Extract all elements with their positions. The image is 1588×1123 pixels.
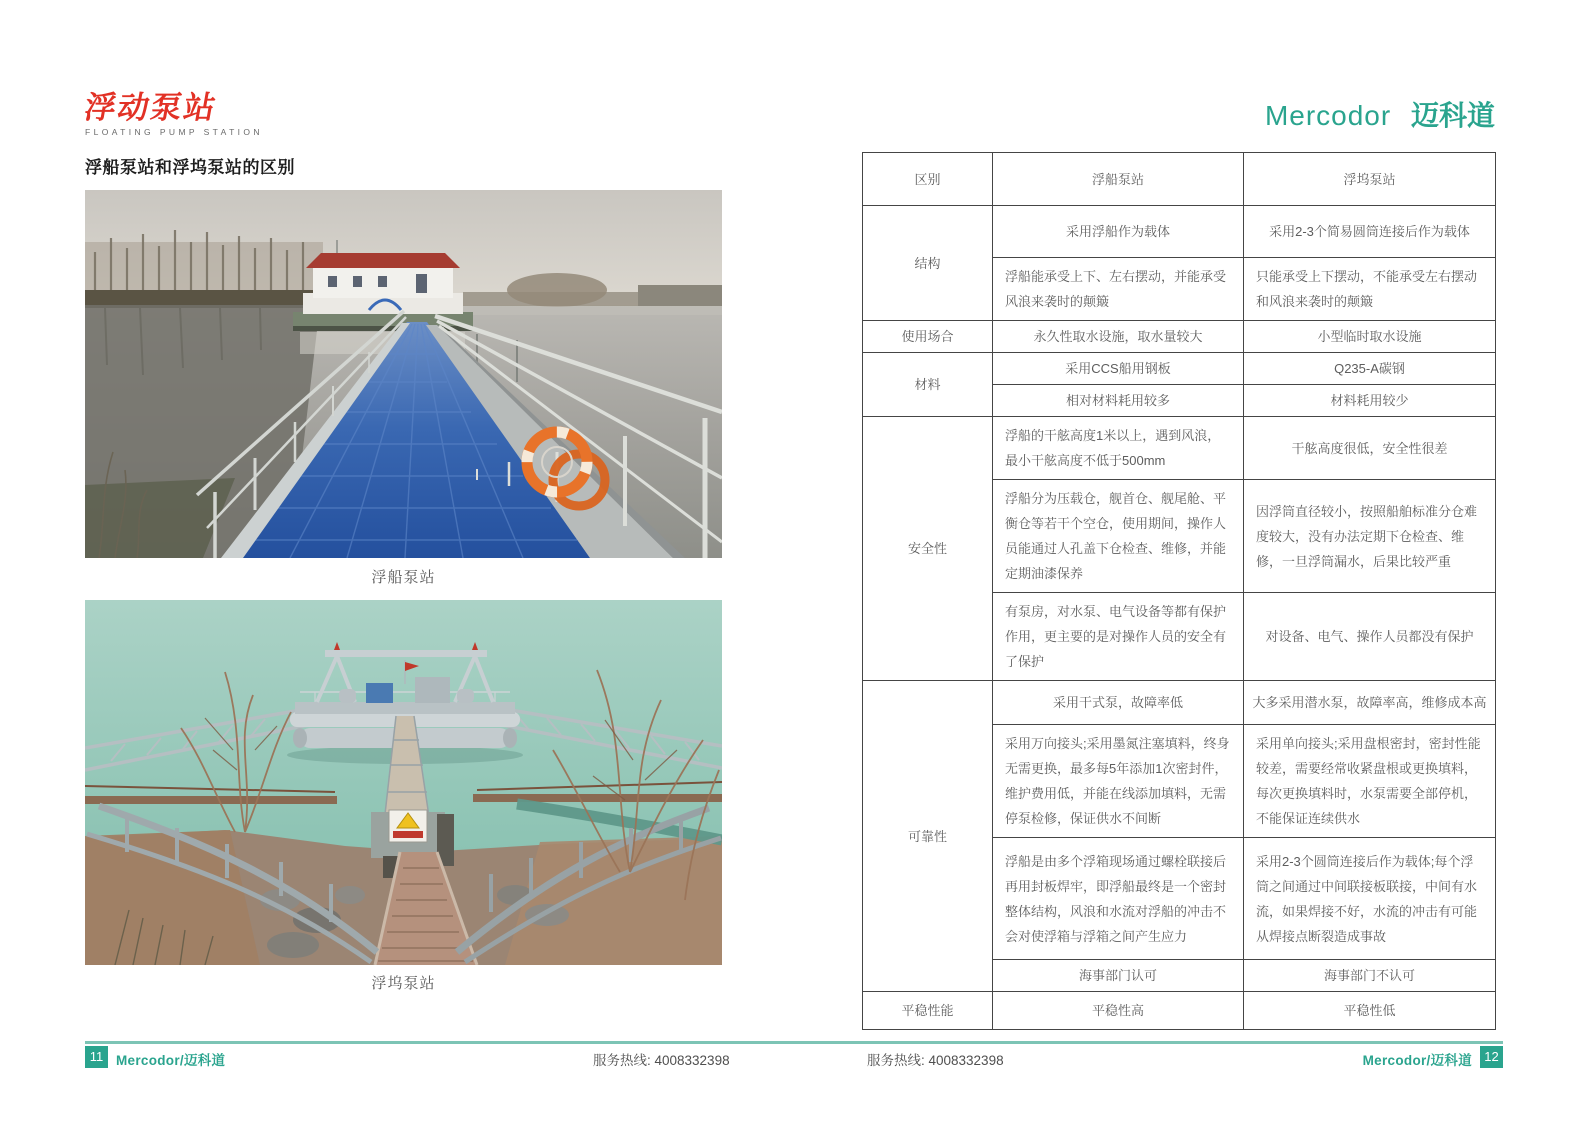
table-cell: 浮船是由多个浮箱现场通过螺栓联接后再用封板焊牢，即浮船最终是一个密封整体结构，风浪和水流对浮船的冲击不会对使浮箱与浮箱之间产生应力 xyxy=(993,838,1244,960)
table-header-category: 区别 xyxy=(863,153,993,206)
brand-name-cn: 迈科道 xyxy=(1410,101,1495,132)
photo2-illustration xyxy=(85,600,722,965)
table-cell: 大多采用潜水泵，故障率高，维修成本高 xyxy=(1244,681,1496,725)
table-cell: Q235-A碳钢 xyxy=(1244,353,1496,385)
table-cell: 浮船分为压载仓，舰首仓、舰尾舱、平衡仓等若干个空仓，使用期间，操作人员能通过人孔盖下仓检查、维修，并能定期油漆保养 xyxy=(993,480,1244,593)
table-cell: 采用浮船作为载体 xyxy=(993,206,1244,258)
footer-hotline-left: 服务热线: 4008332398 xyxy=(593,1053,730,1068)
table-section-label: 材料 xyxy=(863,353,993,417)
page-number-right: 12 xyxy=(1480,1046,1503,1068)
photo1-illustration xyxy=(85,190,722,558)
table-cell: 有泵房，对水泵、电气设备等都有保护作用，更主要的是对操作人员的安全有了保护 xyxy=(993,593,1244,681)
table-section-label: 安全性 xyxy=(863,417,993,681)
table-cell: 小型临时取水设施 xyxy=(1244,321,1496,353)
footer-divider-line xyxy=(85,1041,1503,1044)
table-header-barge: 浮船泵站 xyxy=(993,153,1244,206)
table-cell: 海事部门不认可 xyxy=(1244,960,1496,992)
brand-header-right xyxy=(1265,99,1495,134)
table-section-label: 结构 xyxy=(863,206,993,321)
table-cell: 相对材料耗用较多 xyxy=(993,385,1244,417)
table-cell: 平稳性低 xyxy=(1244,992,1496,1030)
table-cell: 采用干式泵，故障率低 xyxy=(993,681,1244,725)
company-logo xyxy=(81,90,263,137)
photo2-caption: 浮坞泵站 xyxy=(371,975,436,992)
table-cell: 浮船的干舷高度1米以上，遇到风浪，最小干舷高度不低于500mm xyxy=(993,417,1244,480)
photo1-caption: 浮船泵站 xyxy=(371,569,436,586)
logo-text-cn: 浮动泵站 xyxy=(81,90,221,125)
footer-hotline-right: 服务热线: 4008332398 xyxy=(867,1053,1004,1068)
table-cell: 永久性取水设施，取水量较大 xyxy=(993,321,1244,353)
table-cell: 只能承受上下摆动，不能承受左右摆动和风浪来袭时的颠簸 xyxy=(1244,258,1496,321)
table-cell: 采用万向接头;采用墨氮注塞填料，终身无需更换，最多每5年添加1次密封件，维护费用低，并能在线添加填料，无需停泵检修，保证供水不间断 xyxy=(993,725,1244,838)
table-cell: 平稳性高 xyxy=(993,992,1244,1030)
table-cell: 采用2-3个简易圆筒连接后作为载体 xyxy=(1244,206,1496,258)
table-cell: 浮船能承受上下、左右摆动，并能承受风浪来袭时的颠簸 xyxy=(993,258,1244,321)
page-number-left: 11 xyxy=(85,1046,108,1068)
table-cell: 海事部门认可 xyxy=(993,960,1244,992)
logo-text-en: FLOATING PUMP STATION xyxy=(85,127,263,137)
table-section-label: 可靠性 xyxy=(863,681,993,992)
footer-brand-right: Mercodor/迈科道 xyxy=(1362,1053,1472,1068)
brand-name-en: Mercodor xyxy=(1264,100,1392,131)
table-cell: 采用2-3个圆筒连接后作为载体;每个浮筒之间通过中间联接板联接，中间有水流，如果焊接不好，水流的冲击有可能从焊接点断裂造成事故 xyxy=(1244,838,1496,960)
photo-floating-dock-pump-station xyxy=(85,600,722,965)
table-cell: 干舷高度很低，安全性很差 xyxy=(1244,417,1496,480)
comparison-table xyxy=(862,152,1496,1030)
page-title: 浮船泵站和浮坞泵站的区别 xyxy=(85,158,295,177)
table-cell: 采用单向接头;采用盘根密封，密封性能较差，需要经常收紧盘根或更换填料，每次更换填料时，水泵需要全部停机，不能保证连续供水 xyxy=(1244,725,1496,838)
table-header-dock: 浮坞泵站 xyxy=(1244,153,1496,206)
table-cell: 采用CCS船用钢板 xyxy=(993,353,1244,385)
table-section-label: 使用场合 xyxy=(863,321,993,353)
table-cell: 因浮筒直径较小，按照船舶标准分仓难度较大，没有办法定期下仓检查、维修，一旦浮筒漏水，后果比较严重 xyxy=(1244,480,1496,593)
footer-brand-left: Mercodor/迈科道 xyxy=(116,1053,226,1068)
table-cell: 对设备、电气、操作人员都没有保护 xyxy=(1244,593,1496,681)
table-cell: 材料耗用较少 xyxy=(1244,385,1496,417)
table-section-label: 平稳性能 xyxy=(863,992,993,1030)
photo-floating-barge-pump-station xyxy=(85,190,722,558)
